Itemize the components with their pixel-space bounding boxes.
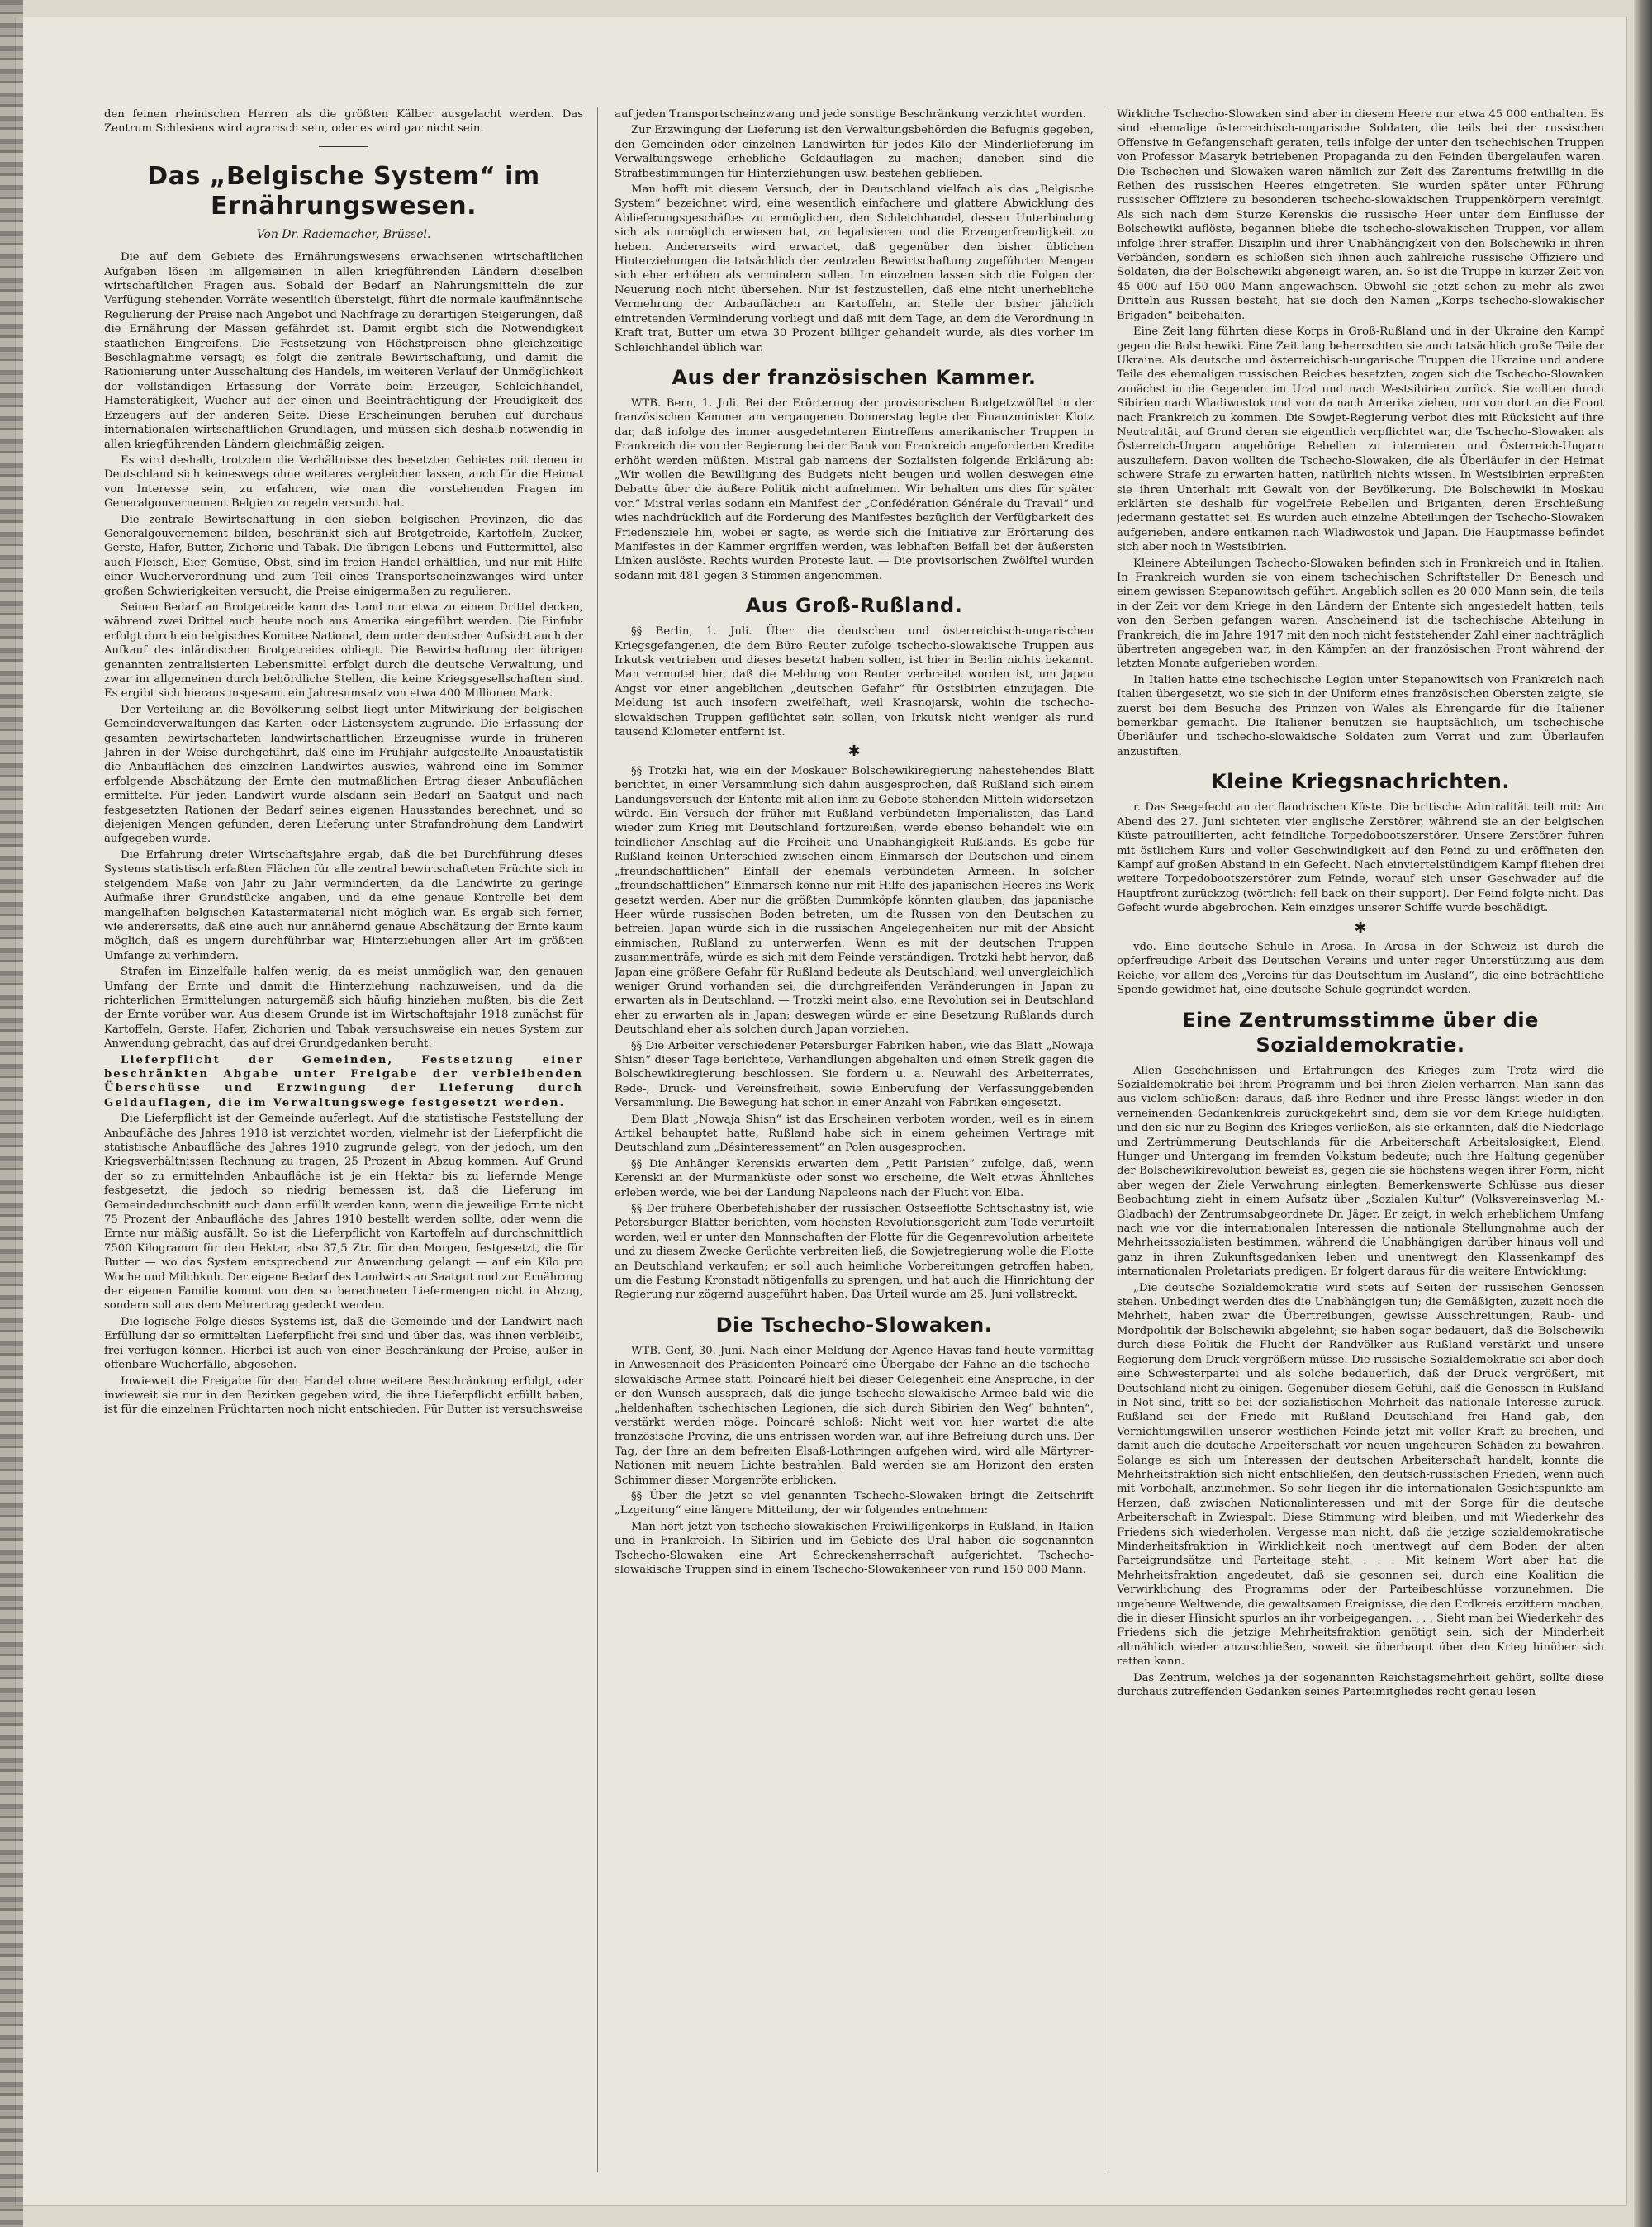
paragraph: „Die deutsche Sozialdemokratie wird stets auf Seiten der russischen Genossen stehen. Unbedingt werden dies die Unabhängigen tun; die Gemäßigten, zuzeit noch die Mehrheit, haben zwar die Übertreibungen, gewisse Ausschreitungen, Raub- und Mordpolitik der Bolschewiki abgelehnt; sie haben sogar bedauert, daß die Bolschewiki durch diese Politik die Flucht der Randvölker aus Rußland verstärkt und unsere Regierung dem Druck vergrößern müsse. Die russische Sozialdemokratie sei aber doch eine Schwesterpartei und als solche bedauerlich, daß der Druck vergrößert, mit Deutschland nicht zu einigen. Gegenüber diesem Gefühl, daß die Genossen in Rußland in Not sind, tritt so bei der sozialistischen Mehrheit das nationale Interesse zurück. Rußland sei der Friede mit Rußland Deutschland frei Hand gab, den Vernichtungswillen unserer westlichen Feinde jetzt mit voller Kraft zu brechen, und damit auch die deutsche Arbeiterschaft vor neuen ungeheuren Schäden zu bewahren. Solange es sich um Interessen der deutschen Arbeiterschaft handelt, konnte die Mehrheitsfraktion sich nicht entschließen, den deutsch-russischen Frieden, wenn auch mit Vorbehalt, anzunehmen. So sehr liegen ihr die internationalen Gesichtspunkte am Herzen, daß zwischen Nationalinteressen und mit der Sorge für die deutsche Arbeiterschaft in Zwiespalt. Diese Stimmung wird bleiben, und mit Wiederkehr des Friedens sich wiederholen. Vergesse man nicht, daß die jetzige sozialdemokratische Minderheitsfraktion in Wirklichkeit noch unentwegt auf dem Boden der alten Parteigrundsätze und Parteitage steht. . . . Mit keinem Wort aber hat die Mehrheitsfraktion angedeutet, daß sie gesonnen sei, durch eine Koalition die Verwirklichung des Programms oder der Parteibeschlüsse vorzunehmen. Die ungeheure Weltwende, die gewaltsamen Ereignisse, die den Erdkreis erzittern machen, die in dieser Hinsicht spurlos an ihr vorbeigegangen. . . . Sieht man bei Wiederkehr des Friedens sich die jetzige Mehrheitsfraktion genötigt sein, sich der Minderheit allmählich wieder anzuschließen, soweit sie überhaupt über den Krieg hinüber sich retten kann.	[1117, 1281, 1604, 1669]
byline: Von Dr. Rademacher, Brüssel.	[256, 227, 431, 241]
paragraph: Der Verteilung an die Bevölkerung selbst liegt unter Mitwirkung der belgischen Gemeindeverwaltungen das Karten- oder Listensystem zugrunde. Die Erfassung der gesamten bewirtschafteten landwirtschaftlichen Erzeugnisse wurde in früheren Jahren in der Weise durchgeführt, daß eine im Frühjahr aufgestellte Anbaustatistik die Anbauflächen des einzelnen Landwirtes auswies, während eine im Sommer erfolgende Abschätzung der Ernte den mutmaßlichen Ertrag dieser Anbauflächen ermittelte. Für jeden Landwirt wurde alsdann sein Bedarf an Saatgut und nach festgesetzten Rationen der Bedarf seines eigenen Hausstandes berechnet, und so diejenigen Mengen gefunden, deren Lieferung unter Strafandrohung dem Landwirt aufgegeben wurde.	[104, 703, 583, 846]
paragraph: auf jeden Transportscheinzwang und jede sonstige Beschränkung verzichtet worden.	[615, 108, 1086, 121]
paragraph: Das Zentrum, welches ja der sogenannten Reichstagsmehrheit gehört, sollte diese durchaus zutreffenden Gedanken seines Parteimitgliedes recht genau lesen	[1117, 1671, 1604, 1699]
paragraph: §§ Berlin, 1. Juli. Über die deutschen und österreichisch-ungarischen Kriegsgefangenen, die dem Büro Reuter zufolge tschecho-slowakische Truppen aus Irkutsk vertrieben und dieses besetzt haben sollen, ist hier in Berlin nichts bekannt. Man vermutet hier, daß die Meldung von Reuter verbreitet worden ist, um Japan Angst vor einer angeblichen „deutschen Gefahr“ für Ostsibirien einzujagen. Die Meldung ist auch insofern zweifelhaft, weil Krasnojarsk, wohin die tschecho-slowakischen Truppen geflüchtet sein sollen, von Irkutsk nicht weniger als rund tausend Kilometer entfernt ist.	[615, 625, 1094, 739]
paragraph: Wirkliche Tschecho-Slowaken sind aber in diesem Heere nur etwa 45 000 enthalten. Es sind ehemalige österreichisch-ungarische Soldaten, die teils bei der russischen Offensive in Gefangenschaft geraten, teils infolge der unter den tschechischen Truppen von Professor Masaryk betriebenen Propaganda zu den Feinden übergelaufen waren. Die Tschechen und Slowaken waren nämlich zur Zeit des Zarentums freiwillig in die Reihen des russischen Heeres eingetreten. Sie wurden später unter Führung russischer Offiziere zu besonderen tschecho-slowakischen Truppenkörpern vereinigt. Als sich nach dem Sturze Kerenskis die russische Heer unter dem Einflusse der Bolschewiki auflöste, begannen bliebe die tschecho-slowakischen Truppen, vor allem infolge ihrer straffen Disziplin und ihrer Unabhängigkeit von den Bolschewiki in ihren Verbänden, sondern es schloßen sich ihnen auch zahlreiche russische Offiziere und Soldaten, die der Bolschewiki abgeneigt waren, an. So ist die Truppe in kurzer Zeit von 45 000 auf 150 000 Mann angewachsen. Obwohl sie jetzt schon zu mehr als zwei Dritteln aus Russen besteht, hat sie doch den Namen „Korps tschecho-slowakischer Brigaden“ beibehalten.	[1117, 108, 1604, 322]
heading-zentrum: Eine Zentrumsstimme über die Sozialdemokratie.	[1182, 1008, 1539, 1057]
paragraph: §§ Der frühere Oberbefehlshaber der russischen Ostseeflotte Schtschastny ist, wie Petersburger Blätter berichten, vom höchsten Revolutionsgericht zum Tode verurteilt worden, weil er unter den Mannschaften der Flotte für die Gegenrevolution arbeitete und zu diesem Zwecke Gerüchte verbreiten ließ, die Sowjetregierung wolle die Flotte an Deutschland verkaufen; er soll auch heimliche Vorbereitungen getroffen haben, um die Festung Kronstadt nötigenfalls zu sprengen, und hat auch die Hinrichtung der Regierung nur zögernd ausgeführt haben. Das Urteil wurde am 25. Juni vollstreckt.	[615, 1203, 1094, 1302]
paragraph: Eine Zeit lang führten diese Korps in Groß-Rußland und in der Ukraine den Kampf gegen die Bolschewiki. Eine Zeit lang beherrschten sie auch tatsächlich große Teile der Ukraine. Als deutsche und österreichisch-ungarische Truppen die Ukraine und andere Teile des ehemaligen russischen Reiches besetzten, zogen sich die Tschecho-Slowaken zunächst in die Gegenden im Ural und nach Westsibirien zurück. Sie wollten durch Sibirien nach Wladiwostok und von da nach Amerika ziehen, um von dort an die Front nach Frankreich zu kommen. Die Sowjet-Regierung verbot dies mit Rücksicht auf ihre Neutralität, auf Grund deren sie eigentlich verpflichtet war, die Tschecho-Slowaken als Österreich-Ungarn angehörige Rebellen zu internieren und Österreich-Ungarn auszuliefern. Davon wollten die Tschecho-Slowaken, die als Überläufer in der Heimat schwere Strafe zu erwarten hatten, natürlich nichts wissen. In Westsibirien erpreßten sie ihren Unterhalt mit Gewalt von der Bevölkerung. Die Bolschewiki in Moskau erklärten sie deshalb für vogelfreie Rebellen und Briganten, deren Erschießung jedermann gestattet sei. Es wurden auch einzelne Abteilungen der Tschecho-Slowaken aufgerieben, andere entkamen nach Wladiwostok und Japan. Die Hauptmasse befindet sich aber noch in Westsibirien.	[1117, 325, 1604, 554]
paragraph: Inwieweit die Freigabe für den Handel ohne weitere Beschränkung erfolgt, oder inwieweit sie nur in den Bezirken gegeben wird, die ihre Lieferpflicht erfüllt haben, ist für die einzelnen Früchtarten noch nicht entschieden. Für Butter ist versuchsweise	[104, 1375, 583, 1417]
paragraph: In Italien hatte eine tschechische Legion unter Stepanowitsch von Frankreich nach Italien übergesetzt, wo sie sich in der Uniform eines französischen Obersten zeigte, sie zuerst bei dem Besuche des Prinzen von Wales als Ehrengarde für die Italiener bemerkbar gemacht. Die Italiener benutzen sie hauptsächlich, um tschechische Überläufer und tschecho-slowakische Soldaten zum Verrat und zum Überlaufen anzustiften.	[1117, 673, 1604, 758]
paragraph: Man hört jetzt von tschecho-slowakischen Freiwilligenkorps in Rußland, in Italien und in Frankreich. In Sibirien und im Gebiete des Ural haben die sogenannten Tschecho-Slowaken eine Art Schreckensherrschaft aufgerichtet. Tschecho-slowakische Truppen sind in einem Tschecho-Slowakenheer von rund 150 000 Mann.	[615, 1520, 1094, 1576]
paragraph: Es wird deshalb, trotzdem die Verhältnisse des besetzten Gebietes mit denen in Deutschland sich keineswegs ohne weiteres vergleichen lassen, auch für die Heimat von Interesse sein, zu erfahren, wie man die vorstehenden Fragen im Generalgouvernement Belgien zu regeln versucht hat.	[104, 453, 583, 510]
paragraph: Kleinere Abteilungen Tschecho-Slowaken befinden sich in Frankreich und in Italien. In Frankreich wurden sie von einem tschechischen Schriftsteller Dr. Benesch und einem gewissen Stepanowitsch geführt. Angeblich sollen es 20 000 Mann sein, die teils in der Zeit vor dem Kriege in den Ländern der Entente sich angesiedelt hatten, teils von den Serben gefangen waren. Anscheinend ist die tschechische Abteilung in Frankreich, die im Jahre 1917 mit den noch nicht feststehender Zahl einer nachträglich übertreten angegeben war, in den Kämpfen an der französischen Front während der letzten Monate aufgerieben worden.	[1117, 557, 1604, 671]
paragraph: §§ Über die jetzt so viel genannten Tschecho-Slowaken bringt die Zeitschrift „Lzgeitung“ eine längere Mitteilung, der wir folgendes entnehmen:	[615, 1489, 1094, 1517]
paragraph: WTB. Genf, 30. Juni. Nach einer Meldung der Agence Havas fand heute vormittag in Anwesenheit des Präsidenten Poincaré eine Übergabe der Fahne an die tschecho-slowakische Armee statt. Poincaré hielt bei dieser Gelegenheit eine Ansprache, in der er den Wunsch aussprach, daß die junge tschecho-slowakische Armee bald wie die „heldenhaften tschechischen Legionen, die sich durch Sibirien den Weg“ bahnten“, verstärkt werden möge. Poincaré schloß: Nicht weit von hier wartet die alte französische Provinz, die uns entrissen worden war, auf ihre Befreiung durch uns. Der Tag, der Ihre an dem befreiten Elsaß-Lothringen aufgehen wird, wird alle Märtyrer-Nationen mit neuem Lichte bestrahlen. Bald werden sie am Horizont den ersten Schimmer dieser Morgenröte erblicken.	[615, 1344, 1094, 1487]
scan-edge-right	[1634, 0, 1652, 2227]
paragraph: WTB. Bern, 1. Juli. Bei der Erörterung der provisorischen Budgetzwölftel in der französischen Kammer am vergangenen Donnerstag legte der Finanzminister Klotz dar, daß infolge des immer ausgedehnteren Eintreffens amerikanischer Truppen in Frankreich die von der Regierung bei der Bank von Frankreich angeforderten Kredite erhöht werden müßten. Mistral gab namens der Sozialisten folgende Erklärung ab: „Wir wollen die Bewilligung des Budgets nicht beugen und wollen deswegen eine Debatte über die äußere Politik nicht aufnehmen. Wir behalten uns dies für später vor.“ Mistral verlas sodann ein Manifest der „Confédération Générale du Travail“ und wies nachdrücklich auf die Forderung des Manifestes bezüglich der Verfügbarkeit des Friedensziele hin, wobei er sagte, es werde sich die Initiative zur Erörterung des Manifestes in der Kammer ergriffen werden, was lebhaften Beifall bei der äußersten Linken auslöste. Rechts wurden Proteste laut. — Die provisorischen Zwölftel wurden sodann mit 481 gegen 3 Stimmen angenommen.	[615, 396, 1094, 582]
column-3	[1117, 107, 1604, 2172]
paragraph: Die auf dem Gebiete des Ernährungswesens erwachsenen wirtschaftlichen Aufgaben lösen im allgemeinen in allen kriegführenden Ländern dieselben wirtschaftlichen Fragen aus. Sobald der Bedarf an Nahrungsmitteln die zur Verfügung stehenden Vorräte wesentlich übersteigt, führt die normale kaufmännische Regulierung der Preise nach Angebot und Nachfrage zu derartigen Steigerungen, daß die Ernährung der Massen gefährdet ist. Damit ergibt sich die Notwendigkeit staatlichen Eingreifens. Die Festsetzung von Höchstpreisen ohne gleichzeitige Beschlagnahme versagt; es folgt die zentrale Bewirtschaftung, und damit die Rationierung unter Ausschaltung des Handels, im weiteren Verlauf der Unmöglichkeit der vollständigen Erfassung der Vorräte beim Erzeuger, Schleichhandel, Hamsterätigkeit, Wucher auf der einen und Beeinträchtigung der Freudigkeit des Erzeugers auf der anderen Seite. Diese Erscheinungen beruhen auf durchaus internationalen wirtschaftlichen Grundlagen, und müssen sich deshalb notwendig in allen kriegführenden Ländern gleichmäßig zeigen.	[104, 251, 583, 451]
paragraph: Zur Erzwingung der Lieferung ist den Verwaltungsbehörden die Befugnis gegeben, den Gemeinden oder einzelnen Landwirten für jedes Kilo der Minderlieferung im Verwaltungswege erhebliche Geldauflagen zu machen; daneben sind die Strafbestimmungen für Hinterziehungen usw. bestehen geblieben.	[615, 124, 1094, 180]
paragraph: Seinen Bedarf an Brotgetreide kann das Land nur etwa zu einem Drittel decken, während zwei Drittel auch heute noch aus Amerika eingeführt werden. Die Einfuhr erfolgt durch ein belgisches Komitee National, dem unter deutscher Aufsicht auch der Aufkauf des inländischen Brotgetreides obliegt. Die Bewirtschaftung der übrigen genannten zentralisierten Lebensmittel erfolgt durch die deutsche Verwaltung, und zwar im allgemeinen durch behördliche Stellen, die keine Kriegsgesellschaften sind. Es ergibt sich hieraus insgesamt ein Jahresumsatz von etwa 400 Millionen Mark.	[104, 601, 583, 700]
column-rule	[597, 107, 598, 2172]
paragraph: Dem Blatt „Nowaja Shisn“ ist das Erscheinen verboten worden, weil es in einem Artikel behauptet hatte, Rußland habe sich in einem geheimen Vertrage mit Deutschland zum „Désinteressement“ an Polen ausgesprochen.	[615, 1113, 1094, 1155]
heading-kammer: Aus der französischen Kammer.	[672, 365, 1037, 389]
heading-tschecho: Die Tschecho-Slowaken.	[715, 1313, 993, 1337]
paragraph: Man hofft mit diesem Versuch, der in Deutschland vielfach als das „Belgische System“ bezeichnet wird, eine wesentlich einfachere und glattere Abwicklung des Ablieferungsgeschäftes zu ermöglichen, den Schleichhandel, dessen Unterbindung sich als unmöglich erwiesen hat, zu legalisieren und die Erzeugerfreudigkeit zu heben. Andererseits wird erwartet, daß gegenüber den bisher üblichen Hinterziehungen die tatsächlich der zentralen Bewirtschaftung zugeführten Mengen sich eher erhöhen als vermindern sollen. Im einzelnen lassen sich die Folgen der Neuerung noch nicht übersehen. Nur ist festzustellen, daß eine nicht unerhebliche Vermehrung der Anbauflächen an Kartoffeln, an Stelle der bisher jährlich eintretenden Verminderung vorliegt und daß mit dem Tage, an dem die Verordnung in Kraft trat, Butter um etwa 30 Prozent billiger gehandelt wurde, als dies vorher im Schleichhandel üblich war.	[615, 183, 1094, 354]
paragraph: Die logische Folge dieses Systems ist, daß die Gemeinde und der Landwirt nach Erfüllung der so ermittelten Lieferpflicht frei sind und über das, was ihnen verbleibt, frei verfügen können. Hierbei ist auch von einer Beschränkung der Preise, außer in offenbare Wucherfälle, abgesehen.	[104, 1315, 583, 1372]
scan-edge-left	[0, 0, 23, 2227]
paragraph: Die Erfahrung dreier Wirtschaftsjahre ergab, daß die bei Durchführung dieses Systems statistisch erfaßten Flächen für alle zentral bewirtschafteten Früchte sich in steigendem Maße von Jahr zu Jahr verminderten, da die Landwirte zu geringe Aufmaße ihrer Grundstücke angaben, und da eine genaue Kontrolle bei dem mangelhaften belgischen Katastermaterial nicht möglich war. Es ergab sich ferner, wie andererseits, daß eine auch nur annähernd genaue Abschätzung der Ernte kaum möglich, daß es ungern durchführbar war, Hinterziehungen aller Art im größten Umfange zu verhindern.	[104, 848, 583, 962]
intro-text: den feinen rheinischen Herren als die größten Kälber ausgelacht werden. Das Zentrum Schlesiens wird agrarisch sein, oder es wird gar nicht sein.	[104, 108, 583, 135]
paragraph-emphasis: Lieferpflicht der Gemeinden, Festsetzung einer beschränkten Abgabe unter Freigabe der verbleibenden Überschüsse und Erzwingung der Lieferung durch Geldauflagen, die im Verwaltungswege festgesetzt werden.	[104, 1053, 583, 1109]
newspaper-page	[15, 17, 1627, 2206]
paragraph: Allen Geschehnissen und Erfahrungen des Krieges zum Trotz wird die Sozialdemokratie bei ihrem Programm und bei ihren Zielen verharren. Man kann das aus vielem schließen: daraus, daß ihre Redner und ihre Presse längst wieder in den verneinenden Gedankenkreis zurückgekehrt sind, dem sie vor dem Kriege huldigten, und den sie nur zu Beginn des Krieges verließen, als sie erkannten, daß die Niederlage und Zertrümmerung Deutschlands für die Arbeiterschaft Arbeitslosigkeit, Elend, Hunger und Untergang im fremden Volkstum bedeute; auch ihre Haltung gegenüber der Bolschewikirevolution beweist es, gegen die sie höchstens wegen ihrer Form, nicht aber wegen der Ziele Verwahrung einlegten. Bemerkenswerte Schlüsse aus dieser Beobachtung zieht in einem Aufsatz über „Sozialen Kultur“ (Volksvereinsverlag M.-Gladbach) der Zentrumsabgeordnete Dr. Jäger. Er zeigt, in welch erheblichem Umfang nach wie vor die internationalen Interessen die nationale Stellungnahme auch der Mehrheitssozialisten bestimmen, während die Unabhängigen darüber hinaus voll und ganz in ihren Zukunftsgedanken leben und unentwegt den Klassenkampf des internationalen Proletariats predigen. Er folgert daraus für die weitere Entwicklung:	[1117, 1064, 1604, 1279]
heading-kriegsnachrichten: Kleine Kriegsnachrichten.	[1211, 770, 1510, 794]
paragraph: §§ Trotzki hat, wie ein der Moskauer Bolschewikiregierung nahestehendes Blatt berichtet, in einer Versammlung sich dahin ausgesprochen, daß Rußland sich einem Landungsversuch der Entente mit allen ihm zu Gebote stehenden Mitteln widersetzen würde. Ein Versuch der früher mit Rußland verbündeten Imperialisten, das Land wieder zum Krieg mit Deutschland fortzureißen, werde ebenso behandelt wie ein feindlicher Anschlag auf die Freiheit und Unabhängigkeit Rußlands. Es gebe für Rußland keinen Unterschied zwischen einem Einmarsch der Deutschen und einem „freundschaftlichen“ Einfall der ehemals verbündeten Armeen. In solcher „freundschaftlichen“ Einmarsch könne nur mit Hilfe des japanischen Heeres ins Werk gesetzt werden. Aber nur die größten Dummköpfe könnten glauben, das japanische Heer würde russischen Boden betreten, um die Russen von den Deutschen zu befreien. Japan würde sich in die russischen Angelegenheiten nur mit der Absicht einmischen, Rußland zu unterwerfen. Wenn es mit der deutschen Truppen zusammenträfe, würde es sich mit dem Feinde verständigen. Trotzki hebt hervor, daß Japan eine größere Gefahr für Rußland bedeute als Deutschland, weil unvergleichlich weniger Grund vorhanden sei, die durchgreifenden Veränderungen in Japan zu erwarten als in Deutschland. — Trotzki meint also, eine Revolution sei in Deutschland eher zu erwarten als in Japan; deswegen würde er eine Besetzung Rußlands durch Deutschland eher als solchen durch Japan vorziehen.	[615, 764, 1094, 1037]
column-1	[104, 107, 583, 2172]
separator	[319, 146, 368, 147]
paragraph: Die zentrale Bewirtschaftung in den sieben belgischen Provinzen, die das Generalgouvernement bilden, beschränkt sich auf Brotgetreide, Kartoffeln, Zucker, Gerste, Hafer, Butter, Zichorie und Tabak. Die übrigen Lebens- und Futtermittel, also auch Fleisch, Eier, Gemüse, Obst, sind im freien Handel erhältlich, und nur mit Hilfe einer Wucherverordnung und zum Teil eines Transportscheinzwanges wird unter großen Schwierigkeiten versucht, die Preise einigermaßen zu regulieren.	[104, 513, 583, 598]
paragraph: r. Das Seegefecht an der flandrischen Küste. Die britische Admiralität teilt mit: Am Abend des 27. Juni sichteten vier englische Zerstörer, während sie an der belgischen Küste patrouillierten, acht feindliche Torpedobootszerstörer. Unsere Zerstörer fuhren mit östlichem Kurs und voller Geschwindigkeit auf den Feind zu und eröffneten den Kampf auf großen Abstand in ein Gefecht. Nach einviertelstündigem Kampf fliehen drei weitere Torpedobootszerstörer zum Feinde, worauf sich unser Geschwader auf die Hauptfront zurückzog (wörtlich: fell back on their support). Der Feind folgte nicht. Das Gefecht wurde abgebrochen. Kein einziges unserer Schiffe wurde beschädigt.	[1117, 801, 1604, 915]
paragraph: Die Lieferpflicht ist der Gemeinde auferlegt. Auf die statistische Feststellung der Anbaufläche des Jahres 1918 ist verzichtet worden, vielmehr ist der Lieferpflicht die statistische Anbaufläche des Jahres 1910 zugrunde gelegt, von der jedoch, um den Kriegsverhältnissen Rechnung zu tragen, 25 Prozent in Abzug kommen. Auf Grund der so zu ermittelnden Anbaufläche ist je ein Hektar bis zu liefernde Menge festgesetzt, die jedoch so niedrig bemessen ist, daß die Lieferung im Gemeindedurchschnitt auch dann erfüllt werden kann, wenn die jeweilige Ernte nicht 75 Prozent der Anbaufläche des Jahres 1910 bestellt werden sollte, oder wenn die Ernte nur mäßig ausfällt. So ist die Lieferpflicht von Kartoffeln auf durchschnittlich 7500 Kilogramm für den Hektar, also 37,5 Ztr. für den Morgen, festgesetzt, die für Butter — wo das System entsprechend zur Anwendung gelangt — auf ein Kilo pro Woche und Milchkuh. Der eigene Bedarf des Landwirts an Saatgut und zur Ernährung der eigenen Familie kommt von den so berechneten Liefermengen nicht in Abzug, sondern soll aus dem Mehrertrag gedeckt werden.	[104, 1113, 583, 1313]
column-2	[615, 107, 1094, 2172]
heading-russland: Aus Groß-Rußland.	[745, 594, 963, 618]
star-separator: ✱	[847, 743, 861, 761]
paragraph: §§ Die Anhänger Kerenskis erwarten dem „Petit Parisien“ zufolge, daß, wenn Kerenski an der Murmanküste oder sonst wo erscheine, die Welt etwas Ähnliches erleben werde, wie bei der Landung Napoleons nach der Flucht von Elba.	[615, 1157, 1094, 1199]
star-separator: ✱	[1354, 919, 1367, 937]
article-title: Das „Belgische System“ im Ernährungswesen.	[147, 161, 540, 221]
paragraph: §§ Die Arbeiter verschiedener Petersburger Fabriken haben, wie das Blatt „Nowaja Shisn“ dieser Tage berichtete, Verhandlungen abgehalten und einen Streik gegen die Bolschewikiregierung beschlossen. Sie fordern u. a. Neuwahl des Arbeiterrates, Rede-, Druck- und Vereinsfreiheit, sowie Einberufung der Verfassunggebenden Versammlung. Die Bewegung hat schon in einer Anzahl von Fabriken eingesetzt.	[615, 1039, 1094, 1110]
paragraph: Strafen im Einzelfalle halfen wenig, da es meist unmöglich war, den genauen Umfang der Ernte und damit die Hinterziehung nachzuweisen, und da die richterlichen Ermittelungen naturgemäß sich häufig hinziehen mußten, bis die Zeit der Ernte vorüber war. Aus diesem Grunde ist im Wirtschaftsjahr 1918 zunächst für Kartoffeln, Gerste, Hafer, Zichorien und Tabak versuchsweise ein neues System zur Anwendung gebracht, das auf drei Grundgedanken beruht:	[104, 966, 583, 1051]
paragraph: vdo. Eine deutsche Schule in Arosa. In Arosa in der Schweiz ist durch die opferfreudige Arbeit des Deutschen Vereins und unter reger Unterstützung aus dem Reiche, vor allem des „Vereins für das Deutschtum im Ausland“, die eine beträchtliche Spende gewidmet hat, eine deutsche Schule gegründet worden.	[1117, 940, 1604, 997]
